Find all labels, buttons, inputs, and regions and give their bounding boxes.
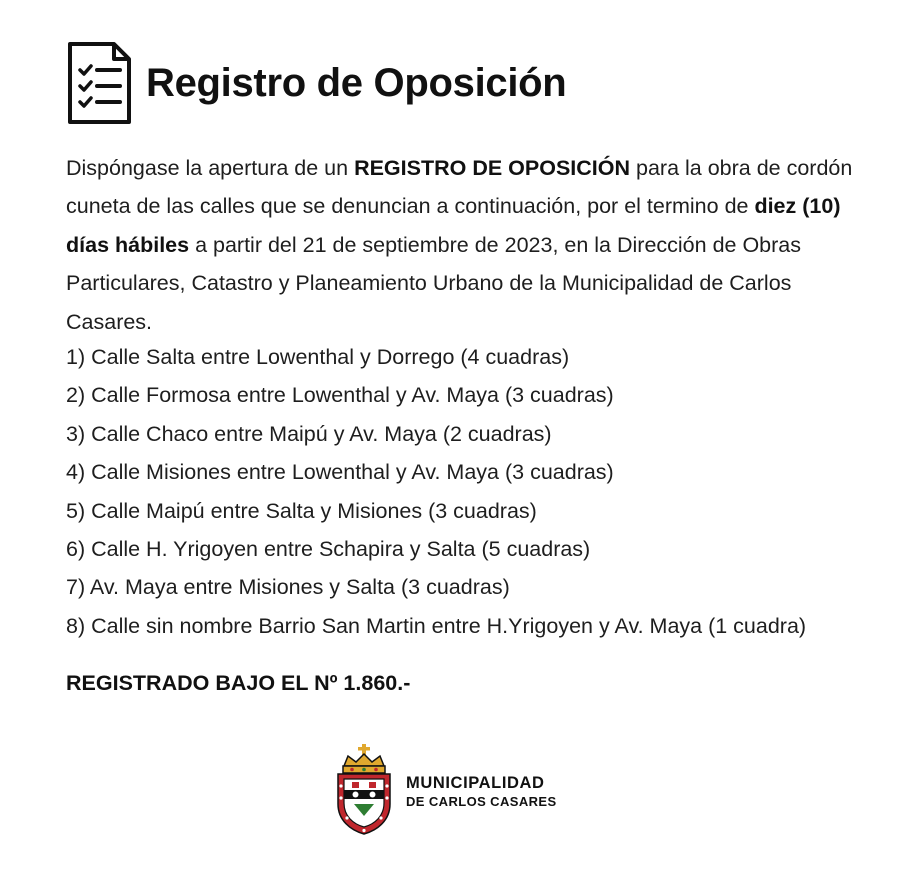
municipality-name — [406, 773, 557, 810]
page-title: Registro de Oposición — [146, 60, 567, 105]
list-item: 4) Calle Misiones entre Lowenthal y Av. Maya (3 cuadras) — [66, 460, 614, 485]
list-item: 6) Calle H. Yrigoyen entre Schapira y Salta (5 cuadras) — [66, 537, 591, 562]
intro-bold-2: diez (10) días hábiles — [66, 194, 841, 257]
municipality-line-2: DE CARLOS CASARES — [406, 793, 557, 809]
intro-paragraph — [66, 149, 856, 341]
list-item: 2) Calle Formosa entre Lowenthal y Av. Maya (3 cuadras) — [66, 383, 614, 408]
intro-text-1: Dispóngase la apertura de un — [66, 156, 355, 180]
list-item: 8) Calle sin nombre Barrio San Martin entre H.Yrigoyen y Av. Maya (1 cuadra) — [66, 613, 807, 638]
header — [64, 40, 566, 126]
list-item: 3) Calle Chaco entre Maipú y Av. Maya (2 cuadras) — [66, 421, 552, 446]
intro-bold-1: REGISTRO DE OPOSICIÓN — [354, 156, 631, 180]
registration-number: REGISTRADO BAJO EL Nº 1.860.- — [66, 671, 411, 695]
checklist-document-icon — [64, 40, 134, 126]
municipality-line-1: MUNICIPALIDAD — [406, 773, 545, 792]
municipal-coat-of-arms-icon — [332, 742, 396, 836]
list-item: 5) Calle Maipú entre Salta y Misiones (3 cuadras) — [66, 498, 537, 523]
intro-text-2: para la obra de cordón cuneta de las calles que se denuncian a continuación, por el termino de — [66, 156, 853, 219]
streets-list — [66, 338, 856, 645]
footer-logo — [332, 742, 557, 836]
intro-text-3: a partir del 21 de septiembre de 2023, en la Dirección de Obras Particulares, Catastro y Planeamiento Urbano de la Municipalidad de Carlos Casares. — [66, 232, 802, 334]
list-item: 1) Calle Salta entre Lowenthal y Dorrego (4 cuadras) — [66, 345, 570, 369]
list-item: 7) Av. Maya entre Misiones y Salta (3 cuadras) — [66, 575, 510, 600]
